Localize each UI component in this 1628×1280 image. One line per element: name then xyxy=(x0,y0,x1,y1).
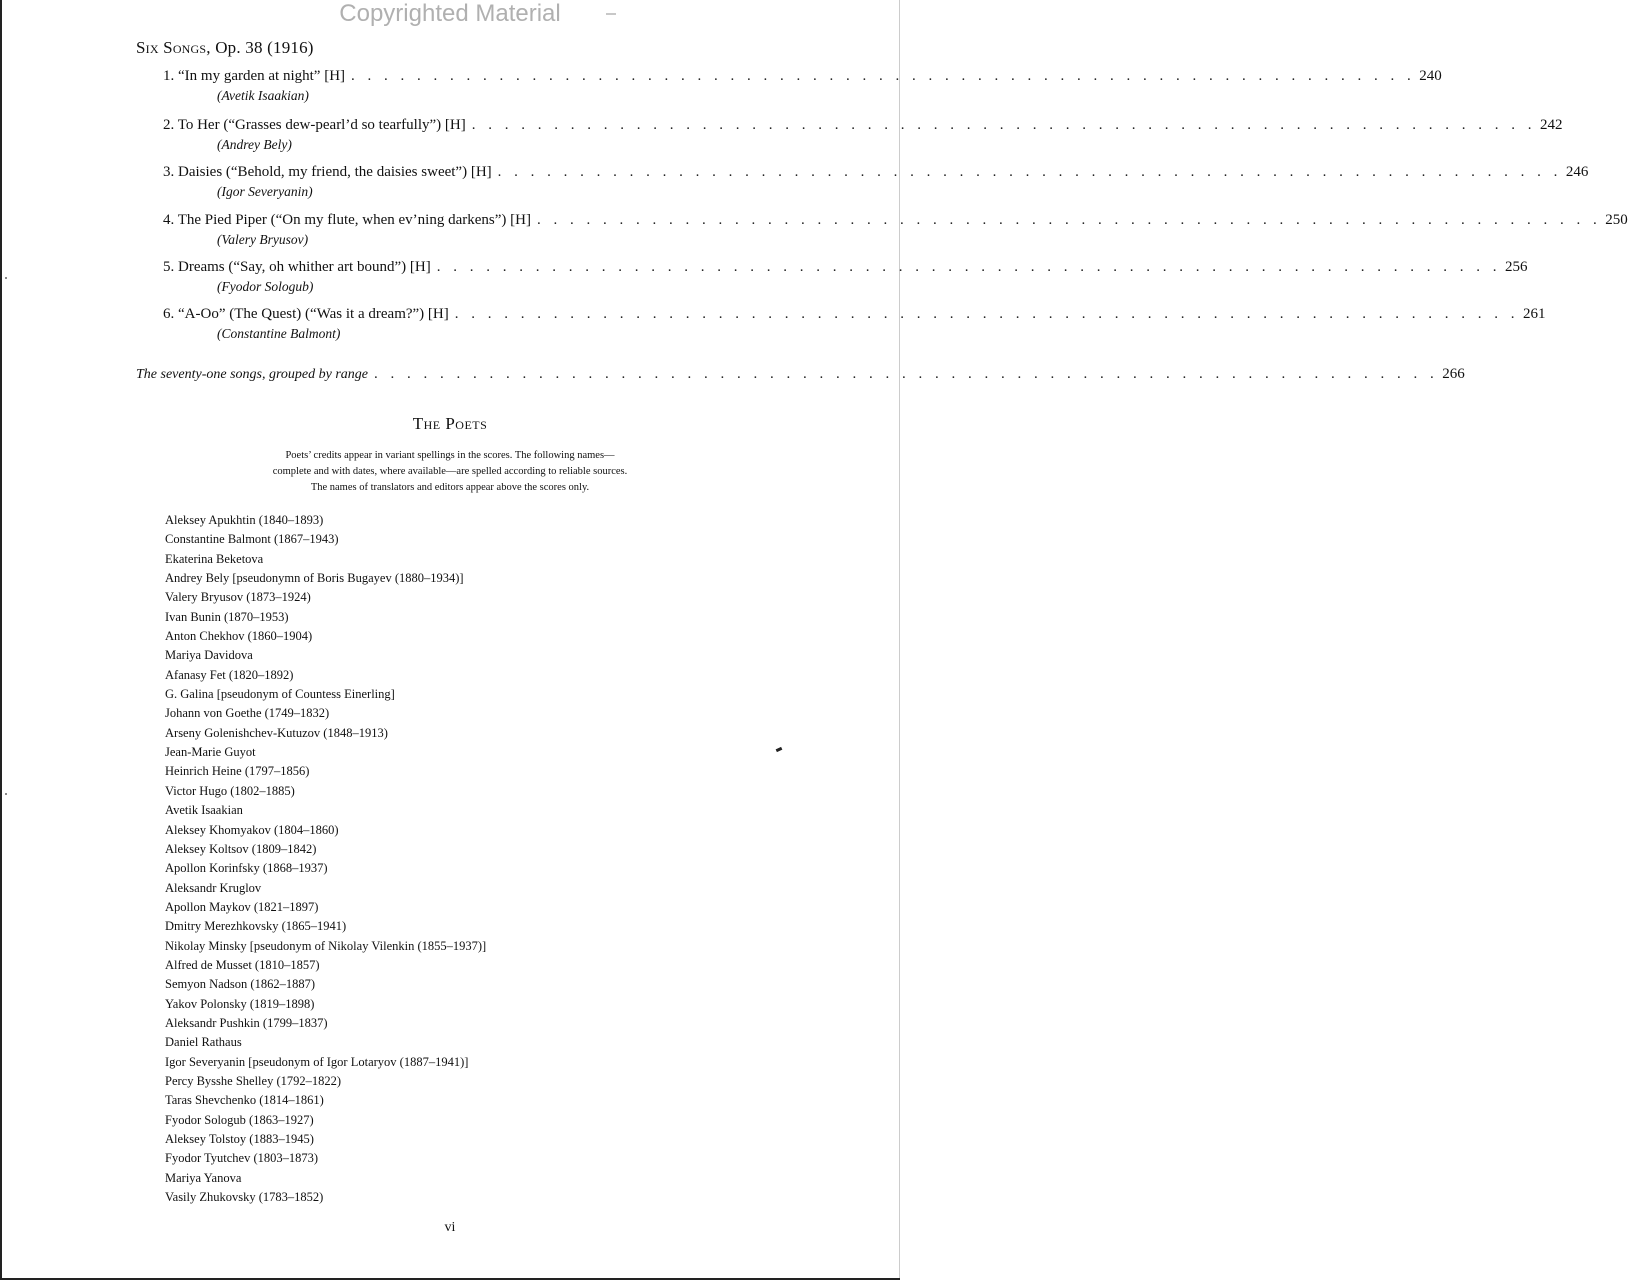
toc-row xyxy=(163,162,1589,182)
toc-entry-5 xyxy=(163,257,1528,297)
page-number: vi xyxy=(444,1220,456,1235)
poet-name: Ivan Bunin (1870–1953) xyxy=(165,609,289,624)
scan-speck xyxy=(5,277,7,279)
poet-name: Aleksey Khomyakov (1804–1860) xyxy=(165,822,339,837)
toc-row xyxy=(163,304,1546,324)
poet-name: Aleksey Apukhtin (1840–1893) xyxy=(165,513,324,527)
poet-name: G. Galina [pseudonym of Countess Einerling] xyxy=(165,687,395,702)
poet-name: Heinrich Heine (1797–1856) xyxy=(165,764,310,779)
page-ref: 240 xyxy=(1419,68,1442,84)
page-ref: 261 xyxy=(1523,306,1546,322)
poet-name: Mariya Yanova xyxy=(165,1170,242,1185)
poet-name: Mariya Davidova xyxy=(165,648,253,663)
note-line: The names of translators and editors appear above the scores only. xyxy=(310,482,590,493)
poet-name: Jean-Marie Guyot xyxy=(165,745,256,760)
page-ref: 256 xyxy=(1504,259,1528,275)
dot-leader: . . . . . . . . . . . . . . . . . . . . . . . . . . . . . . . . . . . . . . . . . . . . . . . . . . . . . . . . . . . . . . . . . xyxy=(497,164,1562,180)
toc-entry-6 xyxy=(163,304,1546,344)
poet-name: Avetik Isaakian xyxy=(165,803,243,818)
watermark-dash xyxy=(606,13,616,15)
poet-name: Ekaterina Beketova xyxy=(165,551,264,566)
poet-name: Nikolay Minsky [pseudonym of Nikolay Vilenkin (1855–1937)] xyxy=(165,938,487,953)
song-poet: (Andrey Bely) xyxy=(217,137,292,152)
page-ref: 266 xyxy=(1442,366,1465,382)
page-ref: 250 xyxy=(1605,212,1628,228)
page-edge-left xyxy=(0,0,2,1280)
songs-section-title-rest: Op. 38 (1916) xyxy=(210,38,314,57)
poet-list xyxy=(165,511,486,1207)
note-line: complete and with dates, where available—are spelled according to reliable sources. xyxy=(272,466,628,477)
poet-name: Andrey Bely [pseudonymn of Boris Bugayev (1880–1934)] xyxy=(165,571,464,586)
dot-leader: . . . . . . . . . . . . . . . . . . . . . . . . . . . . . . . . . . . . . . . . . . . . . . . . . . . . . . . . . . . . . . . . . xyxy=(471,117,1536,133)
note-line: Poets’ credits appear in variant spellings in the scores. The following names— xyxy=(285,450,615,461)
song-title: 5. Dreams (“Say, oh whither art bound”) [H] xyxy=(163,259,431,275)
poet-name: Igor Severyanin [pseudonym of Igor Lotaryov (1887–1941)] xyxy=(165,1054,469,1069)
dot-leader: . . . . . . . . . . . . . . . . . . . . . . . . . . . . . . . . . . . . . . . . . . . . . . . . . . . . . . . . . . . . . . . . . xyxy=(373,366,1439,382)
poet-name: Anton Chekhov (1860–1904) xyxy=(165,629,313,644)
poet-name: Vasily Zhukovsky (1783–1852) xyxy=(165,1190,324,1205)
poet-name: Fyodor Tyutchev (1803–1873) xyxy=(165,1151,319,1166)
poet-name: Aleksandr Kruglov xyxy=(165,880,262,895)
poet-name: Taras Shevchenko (1814–1861) xyxy=(165,1093,324,1108)
song-title: 2. To Her (“Grasses dew-pearl’d so tearfully”) [H] xyxy=(163,117,466,133)
poet-name: Aleksey Tolstoy (1883–1945) xyxy=(165,1132,314,1146)
poet-name: Daniel Rathaus xyxy=(165,1035,242,1050)
song-title: 3. Daisies (“Behold, my friend, the daisies sweet”) [H] xyxy=(163,164,492,180)
song-poet: (Igor Severyanin) xyxy=(217,184,313,199)
song-poet: (Fyodor Sologub) xyxy=(217,279,314,294)
song-title: 1. “In my garden at night” [H] xyxy=(163,68,346,84)
poet-name: Fyodor Sologub (1863–1927) xyxy=(165,1112,314,1127)
poet-name: Constantine Balmont (1867–1943) xyxy=(165,532,339,547)
dot-leader: . . . . . . . . . . . . . . . . . . . . . . . . . . . . . . . . . . . . . . . . . . . . . . . . . . . . . . . . . . . . . . . . . xyxy=(536,212,1602,228)
poet-name: Aleksandr Pushkin (1799–1837) xyxy=(165,1015,328,1030)
songs-section-title xyxy=(136,38,314,58)
poet-name: Afanasy Fet (1820–1892) xyxy=(165,667,294,682)
poets-heading: The Poets xyxy=(412,414,488,433)
poet-name: Johann von Goethe (1749–1832) xyxy=(165,706,330,721)
poets-note xyxy=(160,448,740,496)
song-title: 4. The Pied Piper (“On my flute, when ev’ning darkens”) [H] xyxy=(163,212,531,228)
scan-speck xyxy=(5,793,7,795)
scan-speck xyxy=(776,747,783,752)
poet-name: Valery Bryusov (1873–1924) xyxy=(165,590,311,605)
dot-leader: . . . . . . . . . . . . . . . . . . . . . . . . . . . . . . . . . . . . . . . . . . . . . . . . . . . . . . . . . . . . . . . . . xyxy=(436,259,1501,275)
poet-name: Aleksey Koltsov (1809–1842) xyxy=(165,841,317,856)
toc-entry-4 xyxy=(163,210,1628,250)
toc-entry-2 xyxy=(163,115,1563,155)
poet-name: Apollon Maykov (1821–1897) xyxy=(165,899,319,914)
poet-name: Percy Bysshe Shelley (1792–1822) xyxy=(165,1073,342,1088)
songs-section-title-prefix: Six Songs, xyxy=(136,38,211,57)
copyright-watermark: Copyrighted Material xyxy=(339,0,561,27)
grouped-by-range-entry xyxy=(136,364,1465,385)
poet-name: Semyon Nadson (1862–1887) xyxy=(165,977,315,992)
dot-leader: . . . . . . . . . . . . . . . . . . . . . . . . . . . . . . . . . . . . . . . . . . . . . . . . . . . . . . . . . . . . . . . . . xyxy=(351,68,1416,84)
page-ref: 246 xyxy=(1565,164,1589,180)
toc-row xyxy=(163,210,1628,230)
poet-name: Dmitry Merezhkovsky (1865–1941) xyxy=(165,919,347,934)
toc-entry-3 xyxy=(163,162,1589,202)
poet-name: Victor Hugo (1802–1885) xyxy=(165,783,295,798)
poet-name: Alfred de Musset (1810–1857) xyxy=(165,957,320,972)
page-ref: 242 xyxy=(1539,117,1563,133)
toc-entry-1 xyxy=(163,66,1442,106)
page-edge-right xyxy=(899,0,900,1280)
song-poet: (Constantine Balmont) xyxy=(217,326,341,341)
poet-name: Apollon Korinfsky (1868–1937) xyxy=(165,861,328,876)
song-poet: (Valery Bryusov) xyxy=(217,232,309,247)
dot-leader: . . . . . . . . . . . . . . . . . . . . . . . . . . . . . . . . . . . . . . . . . . . . . . . . . . . . . . . . . . . . . . . . . xyxy=(454,306,1519,322)
poet-name: Arseny Golenishchev-Kutuzov (1848–1913) xyxy=(165,725,388,740)
song-poet: (Avetik Isaakian) xyxy=(217,88,309,103)
song-title: 6. “A-Oo” (The Quest) (“Was it a dream?”) [H] xyxy=(163,306,449,322)
poet-name: Yakov Polonsky (1819–1898) xyxy=(165,996,315,1011)
toc-row xyxy=(163,66,1442,86)
summary-text: The seventy-one songs, grouped by range xyxy=(136,367,368,382)
toc-row xyxy=(163,257,1528,277)
toc-row xyxy=(136,364,1465,385)
toc-row xyxy=(163,115,1563,135)
